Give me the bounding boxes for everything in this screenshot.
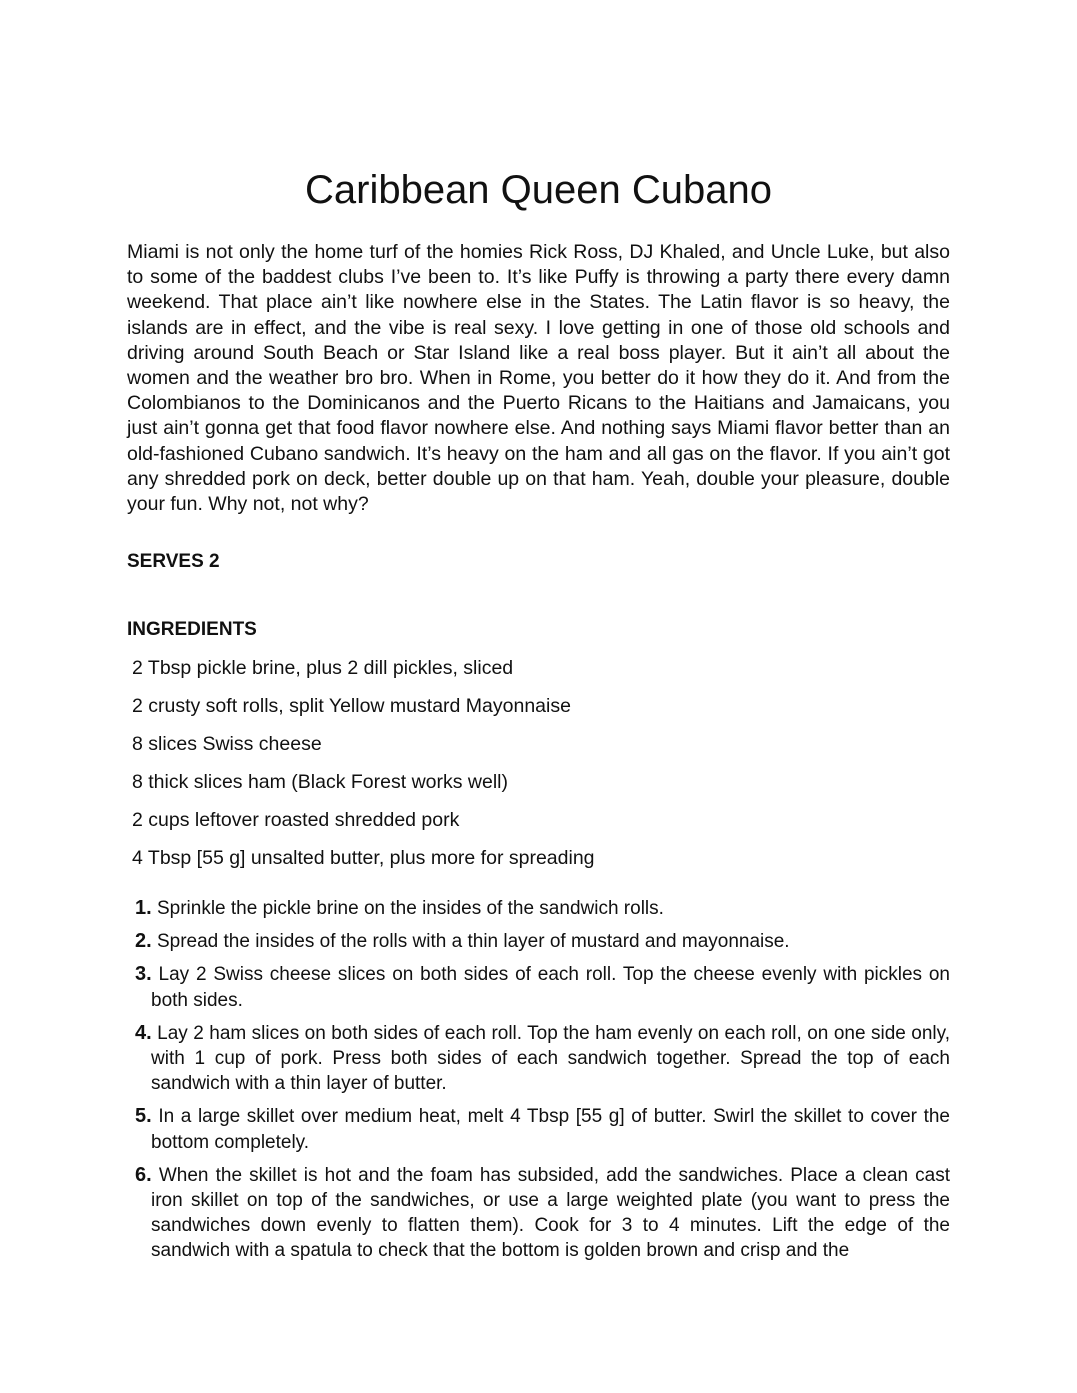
step-number: 4.	[135, 1021, 152, 1044]
step-item	[135, 1163, 950, 1264]
step-item	[135, 929, 950, 954]
recipe-title: Caribbean Queen Cubano	[304, 168, 772, 212]
step-number: 2.	[135, 930, 152, 953]
serves-label: SERVES 2	[127, 551, 220, 572]
step-item	[135, 1021, 950, 1097]
ingredient-item: 2 Tbsp pickle brine, plus 2 dill pickles, sliced	[132, 657, 514, 679]
ingredient-item: 2 cups leftover roasted shredded pork	[132, 809, 460, 831]
step-number: 1.	[135, 897, 152, 919]
intro-paragraph: Miami is not only the home turf of the homies Rick Ross, DJ Khaled, and Uncle Luke, but also to some of the baddest clubs I’ve been to. It’s like Puffy is throwing a party there every damn weekend. That place ain’t like nowhere else in the States. The Latin flavor is so heavy, the islands are in effect, and the vibe is real sexy. I love getting in one of those old schools and driving around South Beach or Star Island like a real boss player. But it ain’t all about the women and the weather bro bro. When in Rome, you better do it how they do it. And from the Colombianos to the Dominicanos and the Puerto Ricans to the Haitians and Jamaicans, you just ain’t gonna get that food flavor nowhere else. And nothing says Miami flavor better than an old-fashioned Cubano sandwich. It’s heavy on the ham and all gas on the flavor. If you ain’t got any shredded pork on deck, better double up on that ham. Yeah, double your pleasure, double your fun. Why not, not why?	[127, 241, 950, 516]
step-text: In a large skillet over medium heat, melt 4 Tbsp [55 g] of butter. Swirl the skillet to cover the bottom completely.	[151, 1106, 950, 1153]
ingredient-item: 2 crusty soft rolls, split Yellow mustard Mayonnaise	[132, 695, 571, 717]
step-text: Spread the insides of the rolls with a thin layer of mustard and mayonnaise.	[156, 931, 790, 953]
ingredient-item: 4 Tbsp [55 g] unsalted butter, plus more for spreading	[132, 847, 595, 869]
ingredient-item: 8 slices Swiss cheese	[132, 733, 322, 755]
step-text: When the skillet is hot and the foam has subsided, add the sandwiches. Place a clean cast iron skillet on top of the sandwiches, or use a large weighted plate (you want to press the sandwiches down evenly to flatten them). Cook for 3 to 4 minutes. Lift the edge of the sandwich with a spatula to check that the bottom is golden brown and crisp and the	[151, 1164, 950, 1262]
ingredients-heading: INGREDIENTS	[127, 619, 257, 640]
ingredients-list	[132, 656, 595, 884]
step-text: Lay 2 ham slices on both sides of each roll. Top the ham evenly on each roll, on one side only, with 1 cup of pork. Press both sides of each sandwich together. Spread the top of each sandwich with a thin layer of butter.	[151, 1022, 951, 1095]
step-item	[135, 896, 950, 921]
step-item	[135, 962, 950, 1012]
step-item	[135, 1104, 950, 1154]
step-number: 3.	[135, 963, 152, 986]
ingredient-item: 8 thick slices ham (Black Forest works well)	[132, 771, 509, 793]
step-text: Lay 2 Swiss cheese slices on both sides of each roll. Top the cheese evenly with pickles on both sides.	[151, 964, 951, 1011]
step-number: 5.	[135, 1105, 152, 1128]
step-number: 6.	[135, 1163, 152, 1186]
steps-list	[135, 896, 950, 1272]
step-text: Sprinkle the pickle brine on the insides of the sandwich rolls.	[156, 898, 664, 919]
